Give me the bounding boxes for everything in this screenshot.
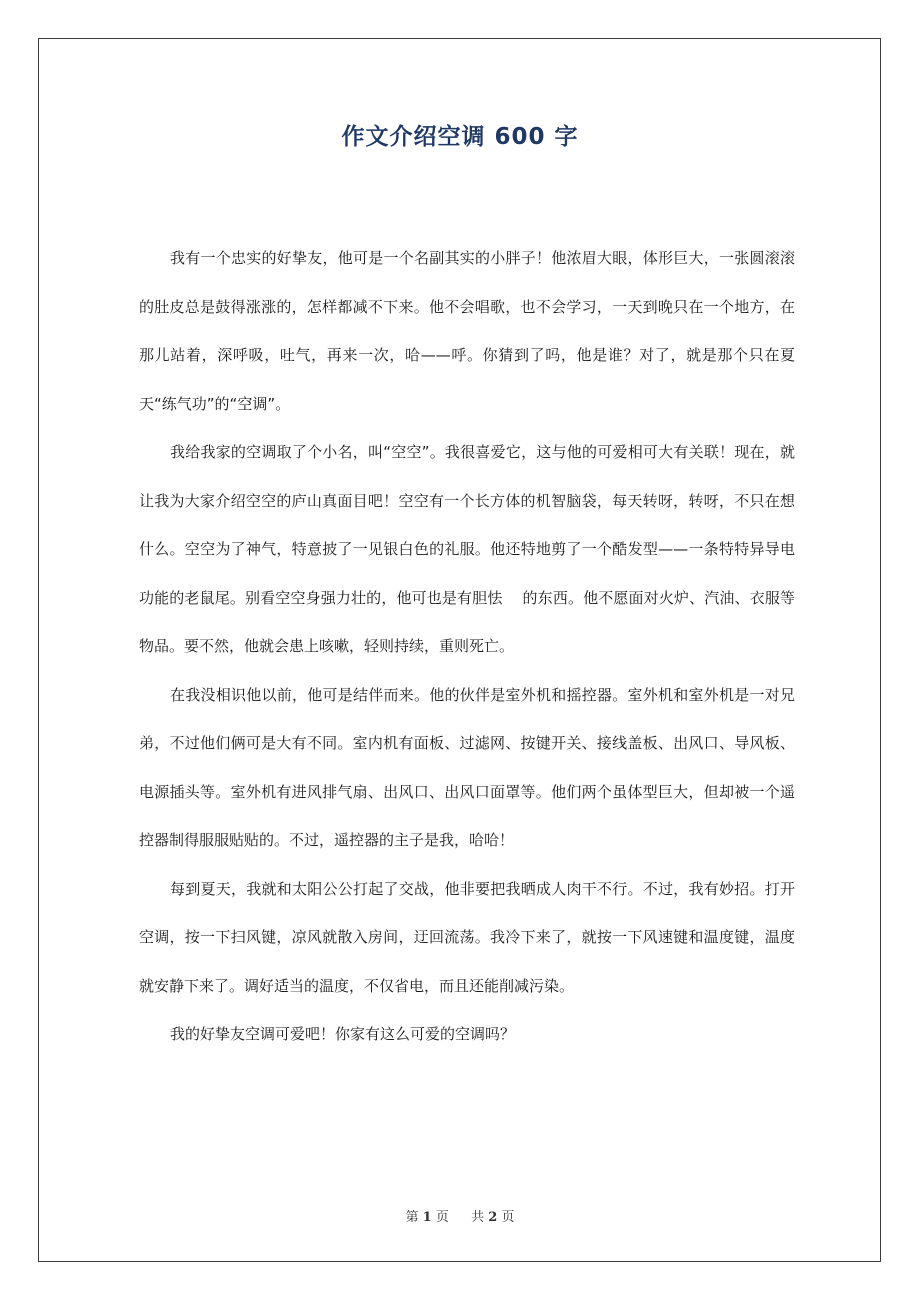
page-current: 1 (422, 1210, 432, 1225)
paragraph-2: 我给我家的空调取了个小名，叫“空空”。我很喜爱它，这与他的可爱相可大有关联！现在，就让我为大家介绍空空的庐山真面目吧！空空有一个长方体的机智脑袋，每天转呀，转呀，不只在想什么。空空为了神气，特意披了一见银白色的礼服。他还特地剪了一个酷发型——一条特特异导电功能的老鼠尾。别看空空身强力壮的，他可也是有胆怯 的东西。他不愿面对火炉、汽油、衣服等物品。要不然，他就会患上咳嗽，轻则持续，重则死亡。 (139, 443, 795, 655)
paragraph-4: 每到夏天，我就和太阳公公打起了交战，他非要把我晒成人肉干不行。不过，我有妙招。打开空调，按一下扫风键，凉风就散入房间，迂回流荡。我冷下来了，就按一下风速键和温度键，温度就安静下来了。调好适当的温度，不仅省电，而且还能削减污染。 (139, 879, 795, 995)
page-suffix: 页 (435, 1210, 449, 1225)
document-body (139, 234, 795, 1059)
paragraph-5: 我的好挚友空调可爱吧！你家有这么可爱的空调吗？ (170, 1025, 516, 1043)
page-footer (0, 1206, 920, 1225)
paragraph-3: 在我没相识他以前，他可是结伴而来。他的伙伴是室外机和摇控器。室外机和室外机是一对兄弟，不过他们俩可是大有不同。室内机有面板、过滤网、按键开关、接线盖板、出风口、导风板、电源插头等。室外机有进风排气扇、出风口、出风口面罩等。他们两个虽体型巨大，但却被一个遥控器制得服服贴贴的。不过，遥控器的主子是我，哈哈！ (139, 685, 795, 849)
total-prefix: 共 (471, 1210, 485, 1225)
page-prefix: 第 (405, 1210, 419, 1225)
document-title: 作文介绍空调 600 字 (341, 124, 579, 150)
paragraph-1: 我有一个忠实的好挚友，他可是一个名副其实的小胖子！他浓眉大眼，体形巨大，一张圆滚滚的肚皮总是鼓得涨涨的，怎样都减不下来。他不会唱歌，也不会学习，一天到晚只在一个地方，在那儿站着，深呼吸，吐气，再来一次，哈——呼。你猜到了吗，他是谁？对了，就是那个只在夏天“练气功”的“空调”。 (139, 249, 795, 413)
total-suffix: 页 (501, 1210, 515, 1225)
page-total: 2 (488, 1210, 498, 1225)
